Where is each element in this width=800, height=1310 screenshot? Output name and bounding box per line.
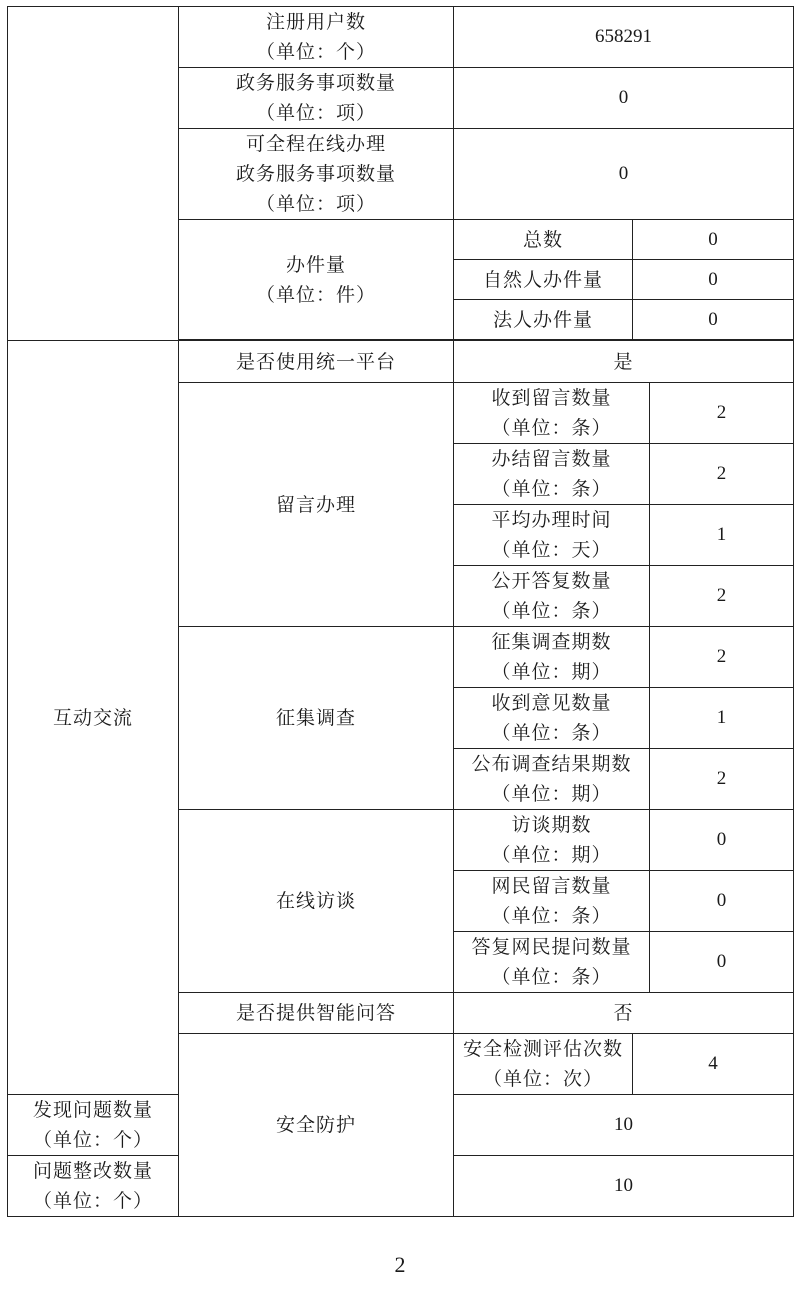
- item-label-cell: 办件量 （单位：件）: [179, 220, 454, 340]
- value-cell: 0: [633, 220, 794, 260]
- sub-item-label-cell: 收到留言数量 （单位：条）: [454, 383, 650, 444]
- sub-item-label-cell: 收到意见数量 （单位：条）: [454, 688, 650, 749]
- sub-item-label-cell: 自然人办件量: [454, 260, 633, 300]
- statistics-table: [7, 6, 794, 1217]
- item-label-cell-survey: 征集调查: [179, 627, 454, 810]
- item-label-cell: 安全检测评估次数 （单位：次）: [454, 1034, 633, 1095]
- item-label-cell-interview: 在线访谈: [179, 810, 454, 993]
- value-cell: 0: [650, 932, 794, 993]
- sub-item-label-cell: 征集调查期数 （单位：期）: [454, 627, 650, 688]
- item-label-cell: 是否提供智能问答: [179, 993, 454, 1034]
- value-cell: 10: [454, 1095, 794, 1156]
- sub-item-label-cell: 公开答复数量 （单位：条）: [454, 566, 650, 627]
- item-label-cell: 是否使用统一平台: [179, 341, 454, 383]
- value-cell: 1: [650, 505, 794, 566]
- value-cell: 658291: [454, 7, 794, 68]
- value-cell: 否: [454, 993, 794, 1034]
- item-label-cell: 政务服务事项数量 （单位：项）: [179, 68, 454, 129]
- value-cell: 2: [650, 383, 794, 444]
- value-cell: 10: [454, 1156, 794, 1217]
- value-cell: 0: [454, 129, 794, 220]
- sub-item-label-cell: 总数: [454, 220, 633, 260]
- value-cell: 2: [650, 566, 794, 627]
- value-cell: 2: [650, 627, 794, 688]
- value-cell: 4: [633, 1034, 794, 1095]
- value-cell: 0: [633, 300, 794, 340]
- sub-item-label-cell: 访谈期数 （单位：期）: [454, 810, 650, 871]
- sub-item-label-cell: 平均办理时间 （单位：天）: [454, 505, 650, 566]
- item-label-cell: 发现问题数量 （单位：个）: [8, 1095, 179, 1156]
- value-cell: 0: [454, 68, 794, 129]
- page-number: 2: [394, 1252, 406, 1277]
- value-cell: 2: [650, 749, 794, 810]
- table-row: [8, 341, 794, 383]
- category-cell-blank: [8, 7, 179, 341]
- sub-item-label-cell: 网民留言数量 （单位：条）: [454, 871, 650, 932]
- item-label-cell: 注册用户数 （单位：个）: [179, 7, 454, 68]
- value-cell: 是: [454, 341, 794, 383]
- item-label-cell: 问题整改数量 （单位：个）: [8, 1156, 179, 1217]
- value-cell: 1: [650, 688, 794, 749]
- sub-item-label-cell: 答复网民提问数量 （单位：条）: [454, 932, 650, 993]
- table-row: [8, 7, 794, 68]
- sub-item-label-cell: 法人办件量: [454, 300, 633, 340]
- item-label-cell-messages: 留言办理: [179, 383, 454, 627]
- category-cell-interaction: 互动交流: [8, 341, 179, 1095]
- item-label-cell: 可全程在线办理 政务服务事项数量 （单位：项）: [179, 129, 454, 220]
- sub-item-label-cell: 公布调查结果期数 （单位：期）: [454, 749, 650, 810]
- value-cell: 2: [650, 444, 794, 505]
- sub-item-label-cell: 办结留言数量 （单位：条）: [454, 444, 650, 505]
- value-cell: 0: [650, 810, 794, 871]
- value-cell: 0: [650, 871, 794, 932]
- value-cell: 0: [633, 260, 794, 300]
- category-cell-security: 安全防护: [179, 1034, 454, 1217]
